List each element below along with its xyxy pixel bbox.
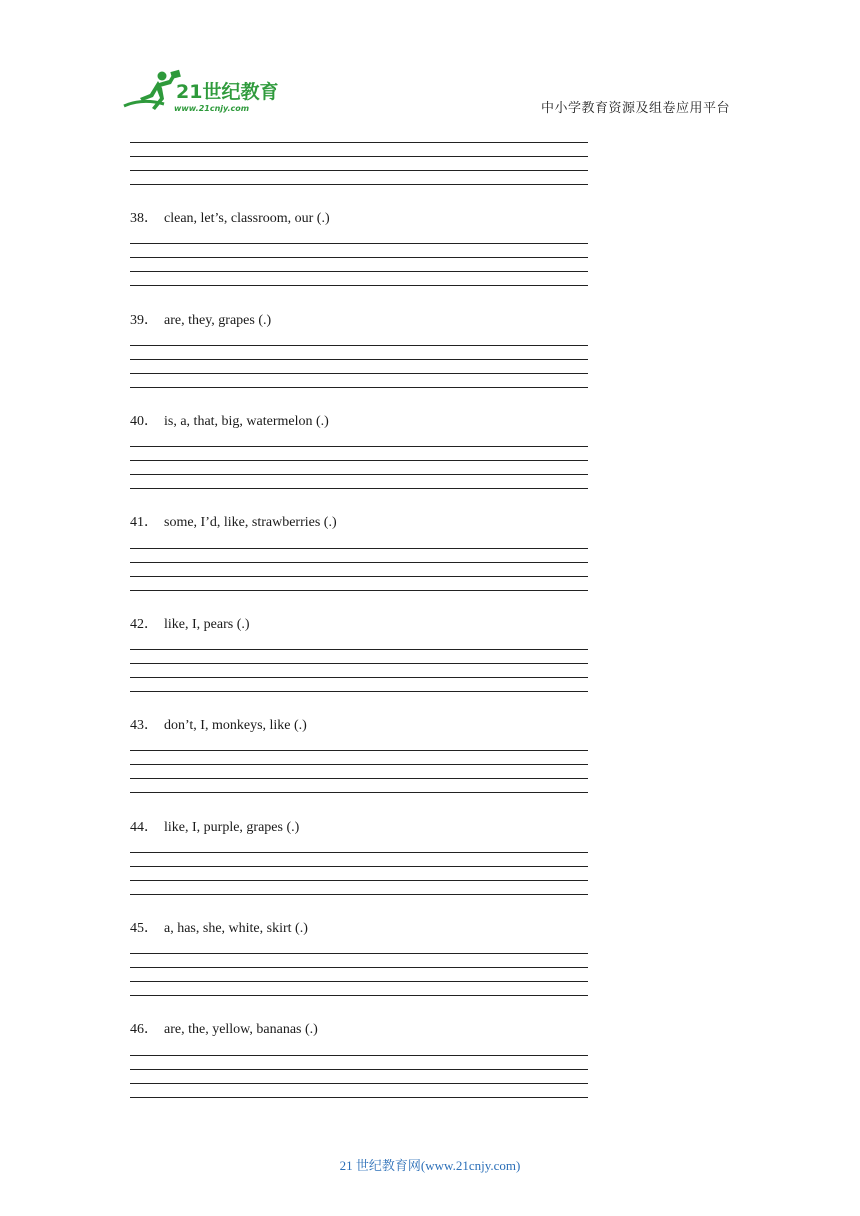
answer-line: [130, 576, 588, 577]
question-number: 44．: [130, 820, 158, 835]
answer-line: [130, 649, 588, 650]
question-text: are, they, grapes (.): [164, 313, 272, 328]
answer-line: [130, 663, 588, 664]
question-41: [130, 511, 337, 531]
answer-line: [130, 764, 588, 765]
header-tagline: 中小学教育资源及组卷应用平台: [540, 101, 730, 116]
question-number: 41．: [130, 515, 158, 530]
question-text: clean, let’s, classroom, our (.): [164, 211, 330, 226]
answer-line: [130, 677, 588, 678]
question-text: don’t, I, monkeys, like (.): [164, 718, 307, 733]
question-number: 39．: [130, 313, 158, 328]
question-38: [130, 207, 330, 227]
answer-line: [130, 1069, 588, 1070]
question-text: some, I’d, like, strawberries (.): [164, 515, 337, 530]
question-40: [130, 410, 329, 430]
answer-line: [130, 142, 588, 143]
logo-url-text: www.21cnjy.com: [174, 104, 250, 113]
answer-line: [130, 156, 588, 157]
logo-text: 21世纪教育: [176, 81, 279, 103]
answer-line: [130, 562, 588, 563]
question-number: 45．: [130, 921, 158, 936]
question-number: 38．: [130, 211, 158, 226]
question-text: a, has, she, white, skirt (.): [164, 921, 308, 936]
answer-line: [130, 488, 588, 489]
answer-line: [130, 590, 588, 591]
answer-line: [130, 880, 588, 881]
answer-line: [130, 446, 588, 447]
answer-line: [130, 285, 588, 286]
logo: [122, 68, 292, 116]
answer-line: [130, 345, 588, 346]
answer-line: [130, 792, 588, 793]
question-text: like, I, pears (.): [164, 617, 250, 632]
answer-line: [130, 981, 588, 982]
answer-line: [130, 184, 588, 185]
page-footer[interactable]: 21 世纪教育网(www.21cnjy.com): [339, 1158, 521, 1173]
question-number: 42．: [130, 617, 158, 632]
answer-line: [130, 548, 588, 549]
page-header: [0, 0, 860, 130]
answer-line: [130, 894, 588, 895]
answer-line: [130, 778, 588, 779]
question-number: 40．: [130, 414, 158, 429]
runner-icon: [124, 70, 181, 110]
answer-line: [130, 1083, 588, 1084]
question-text: are, the, yellow, bananas (.): [164, 1022, 318, 1037]
question-number: 46．: [130, 1022, 158, 1037]
question-text: is, a, that, big, watermelon (.): [164, 414, 329, 429]
answer-line: [130, 474, 588, 475]
answer-line: [130, 953, 588, 954]
answer-line: [130, 170, 588, 171]
question-39: [130, 309, 271, 329]
question-45: [130, 917, 308, 937]
question-46: [130, 1018, 318, 1038]
answer-line: [130, 373, 588, 374]
answer-line: [130, 691, 588, 692]
question-number: 43．: [130, 718, 158, 733]
question-text: like, I, purple, grapes (.): [164, 820, 300, 835]
question-43: [130, 714, 307, 734]
answer-line: [130, 750, 588, 751]
question-42: [130, 613, 250, 633]
answer-line: [130, 243, 588, 244]
answer-line: [130, 271, 588, 272]
answer-line: [130, 460, 588, 461]
answer-line: [130, 852, 588, 853]
answer-line: [130, 387, 588, 388]
answer-line: [130, 257, 588, 258]
answer-line: [130, 359, 588, 360]
answer-line: [130, 967, 588, 968]
question-44: [130, 816, 299, 836]
answer-line: [130, 866, 588, 867]
answer-line: [130, 1097, 588, 1098]
answer-line: [130, 995, 588, 996]
answer-line: [130, 1055, 588, 1056]
